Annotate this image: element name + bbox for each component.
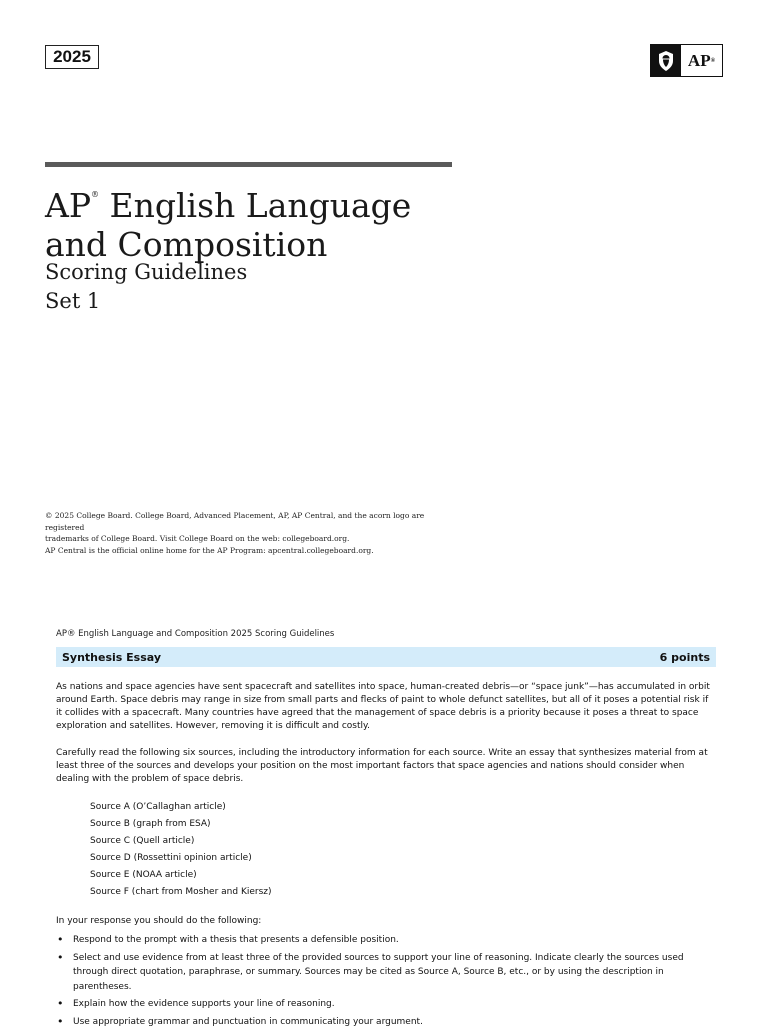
section-points: 6 points bbox=[659, 650, 710, 664]
source-item: Source A (O’Callaghan article) bbox=[90, 802, 226, 812]
response-intro: In your response you should do the following: bbox=[56, 916, 262, 926]
requirement-item: • Respond to the prompt with a thesis that presents a defensible position. bbox=[56, 933, 716, 948]
intro-paragraph: As nations and space agencies have sent spacecraft and satellites into space, human-created debris—or “space junk”—has accumulated in orbit around Earth. Space debris may range in size from small parts and flecks of paint to whole defunct satellites, but all of it poses a potential risk if it collides with a spacecraft. Many countries have agreed that the management of space debris is a priority because it poses a threat to space exploration and satellites. However, removing it is difficult and costly. bbox=[56, 682, 710, 731]
source-item: Source D (Rossettini opinion article) bbox=[90, 853, 252, 863]
requirement-item: • Use appropriate grammar and punctuation in communicating your argument. bbox=[56, 1015, 716, 1030]
acorn-shield-icon bbox=[651, 45, 681, 76]
cover-title: AP® English Language and Composition bbox=[45, 186, 412, 264]
source-item: Source F (chart from Mosher and Kiersz) bbox=[90, 887, 272, 897]
running-head: AP® English Language and Composition 2025 Scoring Guidelines bbox=[56, 629, 335, 639]
scoring-guidelines-page bbox=[56, 629, 716, 1032]
requirement-item: • Select and use evidence from at least three of the provided sources to support your line of reasoning. Indicate clearly the sources used through direct quotation, paraphrase, or summary. Sources may be cited as Source A, Source B, etc., or by using the description in parentheses. bbox=[56, 951, 716, 995]
source-item: Source B (graph from ESA) bbox=[90, 819, 211, 829]
cover-subtitle: Scoring Guidelines Set 1 bbox=[45, 260, 248, 313]
ap-logo-text: AP ® bbox=[687, 50, 716, 70]
source-item: Source E (NOAA article) bbox=[90, 870, 197, 880]
task-paragraph: Carefully read the following six sources, including the introductory information for each source. Write an essay that synthesizes material from at least three of the sources and develops your position on the most important factors that space agencies and nations should consider when dealing with the problem of space debris. bbox=[56, 748, 708, 784]
title-rule bbox=[45, 162, 452, 167]
copyright-notice: © 2025 College Board. College Board, Advanced Placement, AP, AP Central, and the acorn logo are registered trademarks of College Board. Visit College Board on the web: collegeboard.org. AP Central is the official online home for the AP Program: apcentral.collegeboard.org. bbox=[45, 511, 425, 555]
section-header bbox=[56, 647, 716, 667]
requirements-list bbox=[56, 933, 716, 1029]
requirement-item: • Explain how the evidence supports your line of reasoning. bbox=[56, 997, 716, 1012]
source-list bbox=[90, 799, 716, 901]
ap-logo bbox=[650, 44, 723, 77]
source-item: Source C (Quell article) bbox=[90, 836, 195, 846]
year-badge: 2025 bbox=[45, 45, 99, 69]
section-title: Synthesis Essay bbox=[62, 650, 162, 664]
